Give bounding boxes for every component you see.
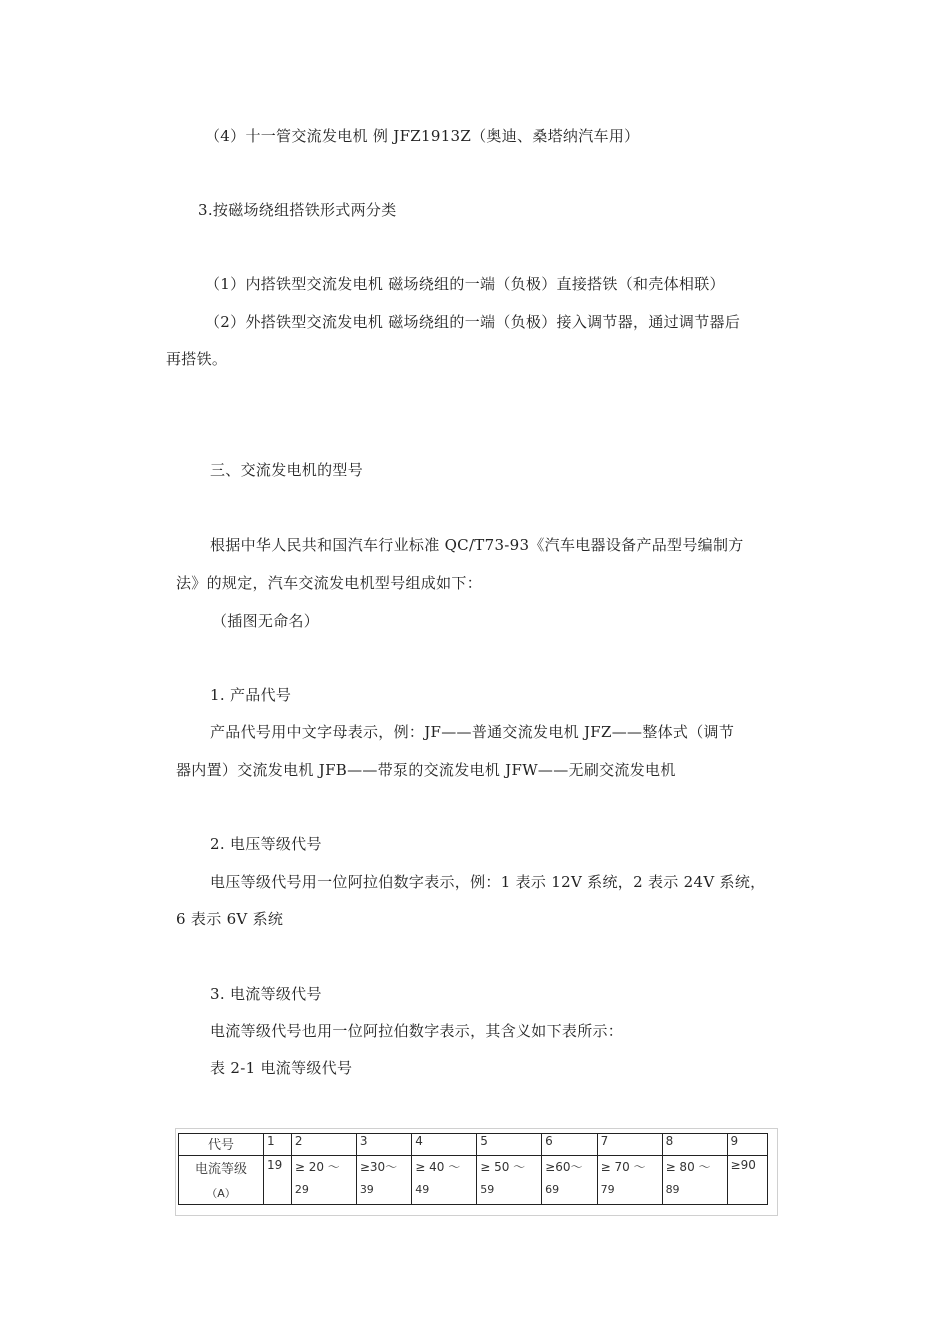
code-cell: 3 xyxy=(356,1134,411,1156)
item-internal-ground: （1）内搭铁型交流发电机 磁场绕组的一端（负极）直接搭铁（和壳体相联） xyxy=(205,275,725,293)
current-grade-table xyxy=(178,1133,768,1205)
figure-placeholder: （插图无命名） xyxy=(212,612,320,630)
para-voltage-cont: 6 表示 6V 系统 xyxy=(176,910,284,928)
range-cell: ≥ 40 ～ 49 xyxy=(412,1156,477,1205)
item-eleven-tube: （4）十一管交流发电机 例 JFZ1913Z（奥迪、桑塔纳汽车用） xyxy=(205,127,640,145)
para-current: 电流等级代号也用一位阿拉伯数字表示，其含义如下表所示： xyxy=(210,1022,624,1040)
para-product-code: 产品代号用中文字母表示，例：JF——普通交流发电机 JFZ——整体式（调节 xyxy=(210,723,735,741)
para-standard-cont: 法》的规定，汽车交流发电机型号组成如下： xyxy=(176,574,483,592)
sub-heading-current: 3. 电流等级代号 xyxy=(210,985,322,1003)
item-external-ground-cont: 再搭铁。 xyxy=(166,350,228,368)
para-standard: 根据中华人民共和国汽车行业标准 QC/T73-93《汽车电器设备产品型号编制方 xyxy=(210,536,744,554)
code-cell: 6 xyxy=(542,1134,597,1156)
table-header-code: 代号 xyxy=(179,1134,264,1156)
range-cell: ≥60～ 69 xyxy=(542,1156,597,1205)
chapter-heading-model: 三、交流发电机的型号 xyxy=(210,461,364,479)
current-label: 电流等级 xyxy=(194,1162,247,1177)
range-cell: 19 xyxy=(264,1156,292,1205)
range-cell: ≥ 20 ～ 29 xyxy=(291,1156,356,1205)
current-unit: （A） xyxy=(206,1187,236,1200)
range-cell: ≥30～ 39 xyxy=(356,1156,411,1205)
code-cell: 5 xyxy=(477,1134,542,1156)
code-cell: 1 xyxy=(264,1134,292,1156)
range-cell: ≥ 80 ～ 89 xyxy=(662,1156,727,1205)
para-product-code-cont: 器内置）交流发电机 JFB——带泵的交流发电机 JFW——无刷交流发电机 xyxy=(176,761,676,779)
para-voltage: 电压等级代号用一位阿拉伯数字表示，例：1 表示 12V 系统，2 表示 24V 系统， xyxy=(210,873,766,891)
code-cell: 7 xyxy=(597,1134,662,1156)
current-grade-table-image xyxy=(175,1128,778,1216)
table-row-current xyxy=(179,1156,768,1205)
range-cell: ≥90 xyxy=(727,1156,767,1205)
table-header-current xyxy=(179,1156,264,1205)
code-cell: 2 xyxy=(291,1134,356,1156)
table-row-codes xyxy=(179,1134,768,1156)
code-cell: 8 xyxy=(662,1134,727,1156)
section-3-heading: 3.按磁场绕组搭铁形式两分类 xyxy=(198,201,397,219)
range-cell: ≥ 50 ～ 59 xyxy=(477,1156,542,1205)
sub-heading-product-code: 1. 产品代号 xyxy=(210,686,292,704)
code-cell: 9 xyxy=(727,1134,767,1156)
item-external-ground: （2）外搭铁型交流发电机 磁场绕组的一端（负极）接入调节器，通过调节器后 xyxy=(205,313,741,331)
sub-heading-voltage: 2. 电压等级代号 xyxy=(210,835,322,853)
code-cell: 4 xyxy=(412,1134,477,1156)
range-cell: ≥ 70 ～ 79 xyxy=(597,1156,662,1205)
table-caption: 表 2-1 电流等级代号 xyxy=(210,1059,353,1077)
